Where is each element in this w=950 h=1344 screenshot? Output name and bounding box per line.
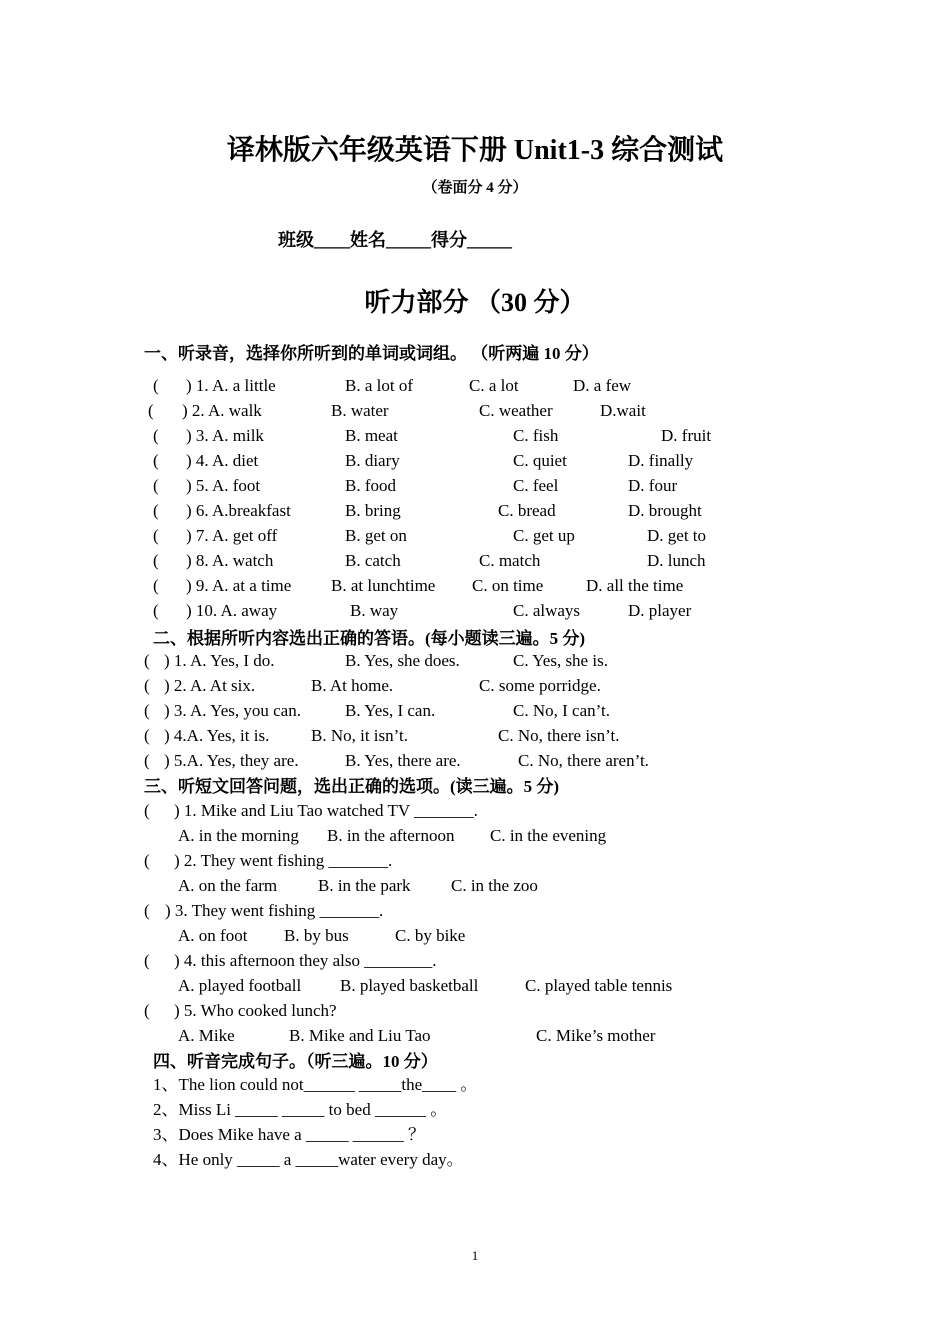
option-b: B. by bus xyxy=(284,926,349,945)
option-c: C. fish xyxy=(513,426,559,445)
option-d: D. lunch xyxy=(647,551,706,570)
option-b: B. bring xyxy=(345,501,401,520)
option-c: C. Yes, she is. xyxy=(513,651,608,670)
option-c: C. No, I can’t. xyxy=(513,701,610,720)
page-number: 1 xyxy=(471,1248,479,1263)
answer-bracket: ( xyxy=(144,651,150,670)
option-d: D. finally xyxy=(628,451,694,470)
listening-title: 听力部分 （30 分） xyxy=(364,288,586,317)
option-b: B. water xyxy=(331,401,389,420)
option-a: ) 1. A. Yes, I do. xyxy=(164,651,275,670)
question-text: ) 1. Mike and Liu Tao watched TV _______. xyxy=(174,801,478,820)
answer-bracket: ( xyxy=(144,851,150,870)
answer-bracket: ( xyxy=(144,751,150,770)
answer-bracket: ( xyxy=(153,576,159,595)
option-b: B. Yes, I can. xyxy=(345,701,436,720)
fill-in-sentence: 3、Does Mike have a _____ ______ ？ xyxy=(153,1125,425,1144)
option-c: C. in the evening xyxy=(490,826,607,845)
score-note: （卷面分 4 分） xyxy=(422,180,528,196)
option-c: C. always xyxy=(513,601,581,620)
option-c: C. by bike xyxy=(395,926,466,945)
option-a: ) 8. A. watch xyxy=(186,551,274,570)
answer-bracket: ( xyxy=(153,501,159,520)
answer-bracket: ( xyxy=(153,601,159,620)
option-d: D. fruit xyxy=(661,426,712,445)
option-b: B. meat xyxy=(345,426,398,445)
fill-in-sentence: 1、The lion could not______ _____the____ 。 xyxy=(153,1075,478,1094)
question-text: ) 3. They went fishing _______. xyxy=(165,901,384,920)
option-c: C. some porridge. xyxy=(479,676,601,695)
option-a: A. on the farm xyxy=(178,876,278,895)
option-c: C. played table tennis xyxy=(525,976,673,995)
option-a: ) 2. A. At six. xyxy=(164,676,256,695)
option-a: A. Mike xyxy=(178,1026,235,1045)
option-c: C. match xyxy=(479,551,541,570)
option-a: A. played football xyxy=(178,976,302,995)
option-a: ) 5.A. Yes, they are. xyxy=(164,751,299,770)
answer-bracket: ( xyxy=(144,1001,150,1020)
option-a: A. in the morning xyxy=(178,826,299,845)
option-a: ) 7. A. get off xyxy=(186,526,278,545)
section1-heading: 一、听录音，选择你所听到的单词或词组。 （听两遍 10 分） xyxy=(144,344,599,363)
section4-heading: 四、听音完成句子。（听三遍。10 分） xyxy=(153,1052,438,1071)
option-c: C. weather xyxy=(479,401,553,420)
answer-bracket: ( xyxy=(153,426,159,445)
option-d: D. get to xyxy=(647,526,707,545)
option-b: B. Yes, she does. xyxy=(345,651,460,670)
page-title: 译林版六年级英语下册 Unit1-3 综合测试 xyxy=(226,135,724,166)
option-d: D. four xyxy=(628,476,678,495)
answer-bracket: ( xyxy=(144,726,150,745)
student-info-line: 班级____姓名_____得分_____ xyxy=(278,230,512,250)
answer-bracket: ( xyxy=(144,701,150,720)
option-a: ) 2. A. walk xyxy=(182,401,262,420)
answer-bracket: ( xyxy=(153,551,159,570)
option-c: C. get up xyxy=(513,526,575,545)
answer-bracket: ( xyxy=(153,451,159,470)
answer-bracket: ( xyxy=(144,951,150,970)
option-a: ) 4. A. diet xyxy=(186,451,259,470)
option-b: B. played basketball xyxy=(340,976,479,995)
fill-in-sentence: 2、Miss Li _____ _____ to bed ______ 。 xyxy=(153,1100,448,1119)
option-b: B. in the park xyxy=(318,876,411,895)
option-a: A. on foot xyxy=(178,926,248,945)
option-b: B. at lunchtime xyxy=(331,576,436,595)
option-d: D. all the time xyxy=(586,576,684,595)
answer-bracket: ( xyxy=(148,401,154,420)
option-c: C. No, there aren’t. xyxy=(518,751,649,770)
option-d: D. a few xyxy=(573,376,632,395)
option-b: B. catch xyxy=(345,551,401,570)
option-b: B. in the afternoon xyxy=(327,826,455,845)
option-c: C. feel xyxy=(513,476,559,495)
answer-bracket: ( xyxy=(153,376,159,395)
option-a: ) 5. A. foot xyxy=(186,476,261,495)
option-b: B. get on xyxy=(345,526,407,545)
answer-bracket: ( xyxy=(153,526,159,545)
question-text: ) 4. this afternoon they also ________. xyxy=(174,951,437,970)
option-c: C. bread xyxy=(498,501,556,520)
fill-in-sentence: 4、He only _____ a _____water every day。 xyxy=(153,1150,464,1169)
option-b: B. No, it isn’t. xyxy=(311,726,408,745)
option-a: ) 3. A. milk xyxy=(186,426,264,445)
option-d: D. brought xyxy=(628,501,702,520)
option-a: ) 10. A. away xyxy=(186,601,278,620)
option-c: C. quiet xyxy=(513,451,567,470)
option-d: D.wait xyxy=(600,401,646,420)
option-b: B. diary xyxy=(345,451,400,470)
answer-bracket: ( xyxy=(153,476,159,495)
question-text: ) 5. Who cooked lunch? xyxy=(174,1001,337,1020)
option-b: B. food xyxy=(345,476,396,495)
option-c: C. a lot xyxy=(469,376,519,395)
option-b: B. At home. xyxy=(311,676,394,695)
option-c: C. in the zoo xyxy=(451,876,538,895)
section3-heading: 三、听短文回答问题，选出正确的选项。(读三遍。5 分) xyxy=(144,777,560,796)
section2-heading: 二、根据所听内容选出正确的答语。(每小题读三遍。5 分) xyxy=(153,629,586,648)
option-b: B. way xyxy=(350,601,399,620)
option-c: C. on time xyxy=(472,576,544,595)
answer-bracket: ( xyxy=(144,901,150,920)
option-a: ) 9. A. at a time xyxy=(186,576,292,595)
option-a: ) 1. A. a little xyxy=(186,376,276,395)
option-d: D. player xyxy=(628,601,692,620)
option-a: ) 3. A. Yes, you can. xyxy=(164,701,301,720)
option-b: B. Yes, there are. xyxy=(345,751,461,770)
option-b: B. Mike and Liu Tao xyxy=(289,1026,431,1045)
option-a: ) 6. A.breakfast xyxy=(186,501,291,520)
question-text: ) 2. They went fishing _______. xyxy=(174,851,393,870)
option-c: C. Mike’s mother xyxy=(536,1026,656,1045)
answer-bracket: ( xyxy=(144,801,150,820)
option-b: B. a lot of xyxy=(345,376,413,395)
option-a: ) 4.A. Yes, it is. xyxy=(164,726,270,745)
option-c: C. No, there isn’t. xyxy=(498,726,620,745)
answer-bracket: ( xyxy=(144,676,150,695)
